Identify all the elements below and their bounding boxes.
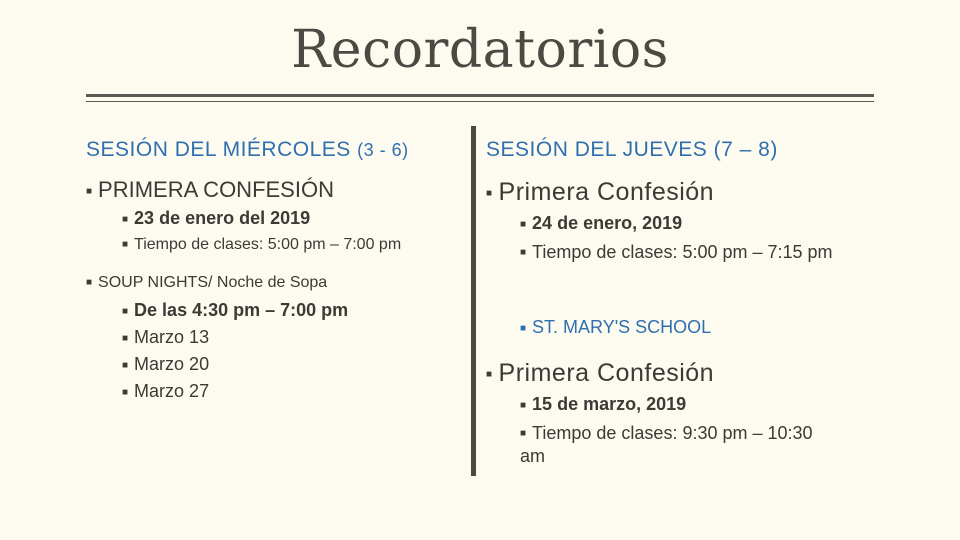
list-item xyxy=(520,317,711,338)
bullet-icon: ■ xyxy=(86,185,93,197)
thursday-date: 24 de enero, 2019 xyxy=(532,213,683,233)
wednesday-session-heading xyxy=(86,138,409,162)
wednesday-date: 23 de enero del 2019 xyxy=(134,208,311,228)
bullet-icon: ■ xyxy=(122,332,129,344)
list-item xyxy=(520,422,830,467)
wednesday-heading-label: SESIÓN DEL MIÉRCOLES xyxy=(86,138,351,161)
list-item xyxy=(520,394,686,415)
list-item xyxy=(86,274,327,292)
list-item xyxy=(122,354,209,375)
bullet-icon: ■ xyxy=(486,187,493,199)
bullet-icon: ■ xyxy=(520,322,527,334)
list-item xyxy=(122,300,348,321)
list-item xyxy=(86,177,334,203)
bullet-icon: ■ xyxy=(86,277,93,289)
list-item xyxy=(122,236,401,254)
bullet-icon: ■ xyxy=(520,218,527,230)
wednesday-class-time: Tiempo de clases: 5:00 pm – 7:00 pm xyxy=(134,236,402,253)
soup-nights-time: De las 4:30 pm – 7:00 pm xyxy=(134,300,349,320)
list-item xyxy=(520,213,682,234)
bullet-icon: ■ xyxy=(520,247,527,259)
soup-nights-date-3: Marzo 27 xyxy=(134,381,210,401)
thursday-class-time: Tiempo de clases: 5:00 pm – 7:15 pm xyxy=(532,242,833,262)
page-title: Recordatorios xyxy=(291,20,669,80)
first-confession-label: PRIMERA CONFESIÓN xyxy=(98,177,334,202)
bullet-icon: ■ xyxy=(122,239,129,251)
bullet-icon: ■ xyxy=(520,399,527,411)
soup-nights-label: SOUP NIGHTS/ Noche de Sopa xyxy=(98,274,328,291)
soup-nights-date-1: Marzo 13 xyxy=(134,327,210,347)
bullet-icon: ■ xyxy=(122,359,129,371)
list-item xyxy=(122,208,310,229)
wednesday-heading-time: (3 - 6) xyxy=(357,140,409,160)
thursday-session-heading: SESIÓN DEL JUEVES (7 – 8) xyxy=(486,138,778,161)
title-divider-thick xyxy=(86,94,874,97)
list-item xyxy=(122,327,209,348)
title-divider-thin xyxy=(86,101,874,102)
school-first-confession: Primera Confesión xyxy=(498,359,715,387)
bullet-icon: ■ xyxy=(486,368,493,380)
column-divider xyxy=(471,126,476,476)
list-item xyxy=(486,359,714,388)
list-item xyxy=(122,381,209,402)
bullet-icon: ■ xyxy=(122,386,129,398)
school-name: ST. MARY'S SCHOOL xyxy=(532,317,712,337)
school-date: 15 de marzo, 2019 xyxy=(532,394,687,414)
bullet-icon: ■ xyxy=(520,428,527,440)
thursday-first-confession: Primera Confesión xyxy=(498,178,715,206)
soup-nights-date-2: Marzo 20 xyxy=(134,354,210,374)
bullet-icon: ■ xyxy=(122,305,129,317)
bullet-icon: ■ xyxy=(122,213,129,225)
list-item xyxy=(520,241,880,264)
school-class-time: Tiempo de clases: 9:30 pm – 10:30 am xyxy=(520,423,813,467)
list-item xyxy=(486,178,714,207)
